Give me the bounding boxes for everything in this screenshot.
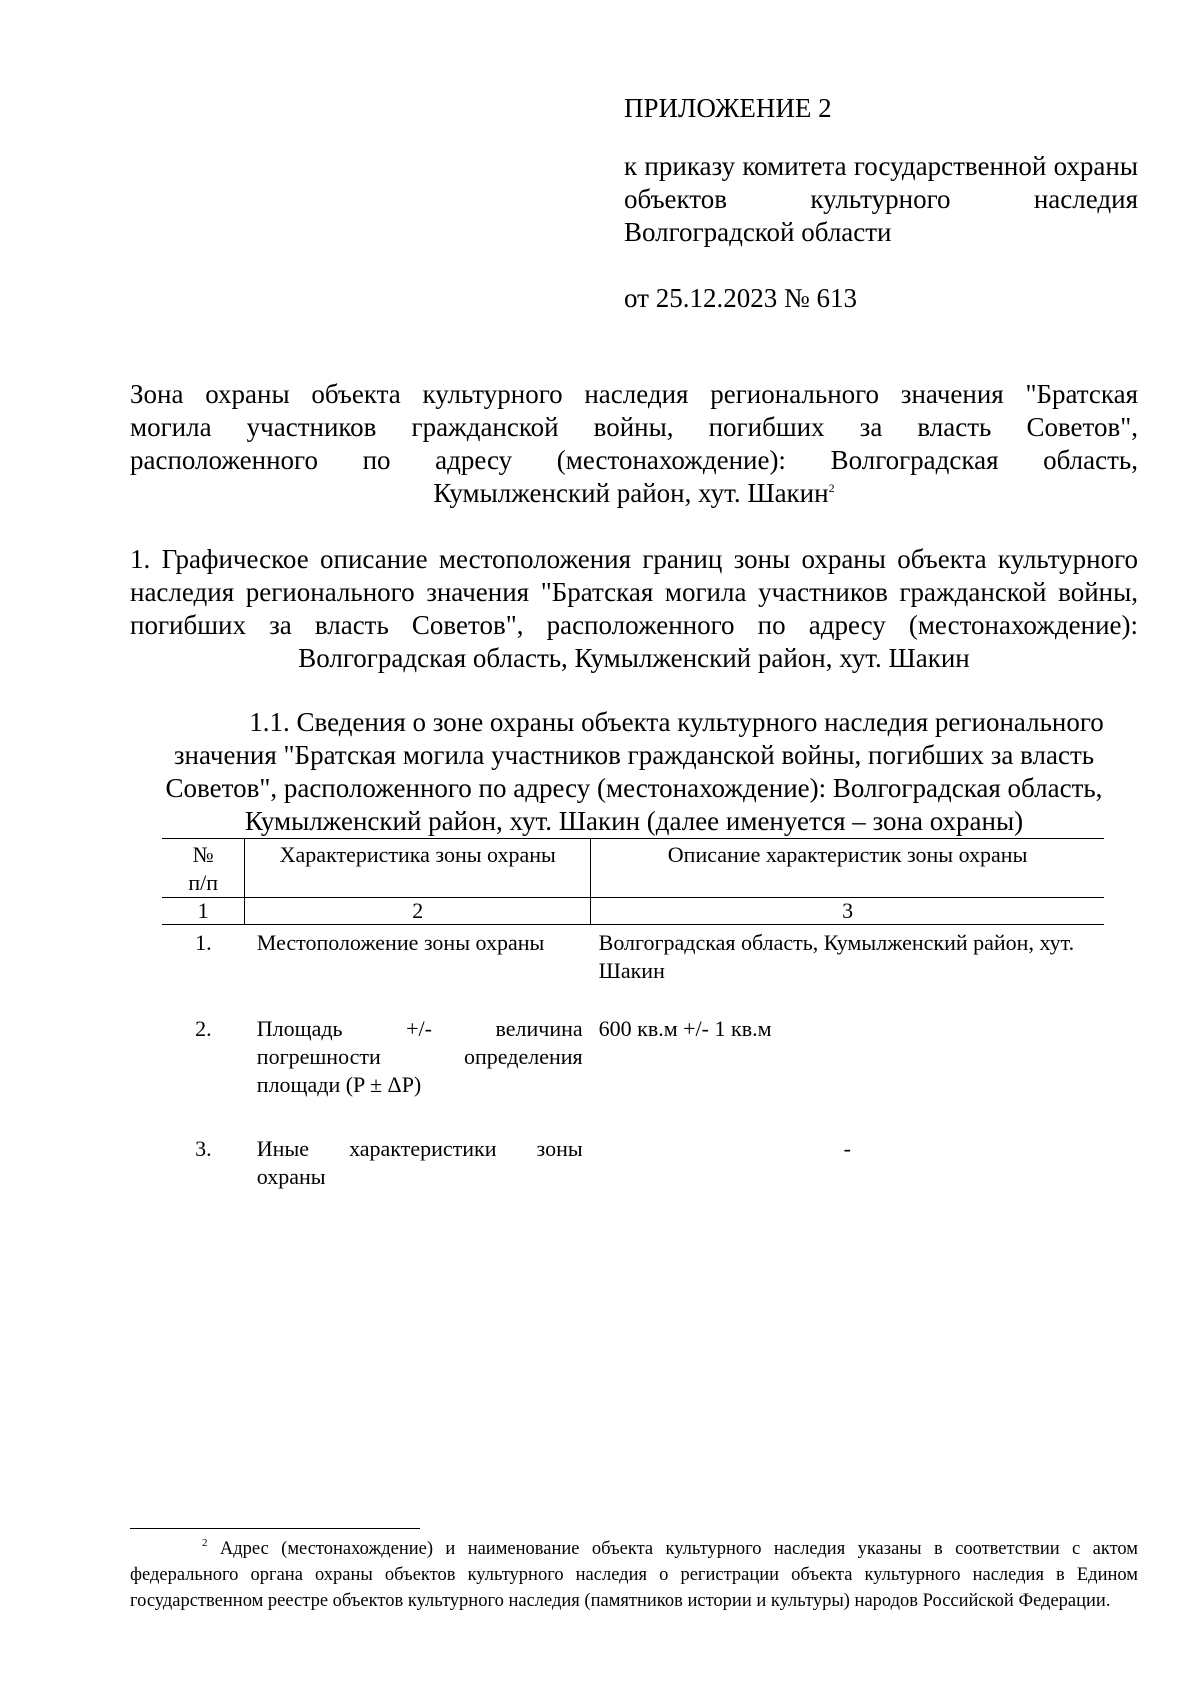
table-header-row	[162, 839, 1104, 898]
table-row	[162, 1131, 1104, 1195]
section-1-1-heading	[130, 706, 1138, 838]
footnote-number: 2	[202, 1537, 208, 1549]
row-number: 1.	[195, 930, 212, 955]
header-number-line-1: №	[192, 842, 214, 867]
appendix-title: ПРИЛОЖЕНИЕ 2	[624, 93, 832, 123]
row-number: 3.	[195, 1136, 212, 1161]
section-1-1-line-2: значения "Братская могила участников гражданской войны, погибших за власть	[173, 740, 1095, 770]
footnote	[130, 1536, 1138, 1614]
header-number	[162, 839, 245, 898]
row-number: 2.	[195, 1016, 212, 1041]
section-1-1-line-3: Советов", расположенного по адресу (местонахождение): Волгоградская область,	[165, 773, 1103, 803]
section-1-1-line-1: 1.1. Сведения о зоне охраны объекта культурного наследия регионального	[249, 707, 1104, 737]
row-characteristic: Площадь +/- величина погрешности определения площади (P ± ΔP)	[256, 1016, 583, 1097]
column-number-3: 3	[591, 898, 1104, 925]
header-number-line-2: п/п	[188, 870, 218, 895]
document-heading	[130, 378, 1138, 510]
appendix-order-ref: к приказу комитета государственной охраны объектов культурного наследия Волгоградской области	[624, 151, 1138, 247]
table-row	[162, 925, 1104, 1012]
footnote-number-indent	[130, 1539, 208, 1559]
zone-info-table	[162, 838, 1104, 1195]
table-row	[162, 1011, 1104, 1131]
column-number-2: 2	[245, 898, 591, 925]
footnote-separator	[130, 1528, 420, 1529]
heading-line-4-text: Кумылженский район, хут. Шакин	[433, 478, 829, 508]
footnote-text: Адрес (местонахождение) и наименование объекта культурного наследия указаны в соответствии с актом федерального органа охраны объектов культурного наследия о регистрации объекта культурного наследия в Едином государственном реестре объектов культурного наследия (памятников истории и культуры) народов Российской Федерации.	[130, 1539, 1139, 1611]
section-1-1-line-4: Кумылженский район, хут. Шакин (далее именуется – зона охраны)	[244, 806, 1024, 836]
row-description: 600 кв.м +/- 1 кв.м	[598, 1016, 772, 1041]
row-description: Волгоградская область, Кумылженский район, хут. Шакин	[598, 930, 1075, 983]
heading-line-4	[130, 477, 1138, 510]
header-characteristic: Характеристика зоны охраны	[245, 839, 591, 898]
heading-line-2: могила участников гражданской войны, погибших за власть Советов",	[130, 412, 1138, 442]
section-1-text: 1. Графическое описание местоположения границ зоны охраны объекта культурного наследия регионального значения "Братская могила участников гражданской войны, погибших за власть Советов", расположенного по адресу (местонахождение): Волгоградская область, Кумылженский район, хут. Шакин	[130, 544, 1138, 673]
row-description: -	[843, 1136, 851, 1161]
footnote-ref: 2	[828, 481, 835, 495]
heading-line-3: расположенного по адресу (местонахождение): Волгоградская область,	[130, 445, 1138, 475]
column-numbers-row	[162, 898, 1104, 925]
heading-line-1: Зона охраны объекта культурного наследия регионального значения "Братская	[130, 379, 1138, 409]
appendix-date: от 25.12.2023 № 613	[624, 283, 857, 313]
header-description: Описание характеристик зоны охраны	[591, 839, 1104, 898]
row-characteristic: Иные характеристики зоны охраны	[256, 1136, 583, 1189]
column-number-1: 1	[162, 898, 245, 925]
row-characteristic: Местоположение зоны охраны	[256, 930, 545, 955]
